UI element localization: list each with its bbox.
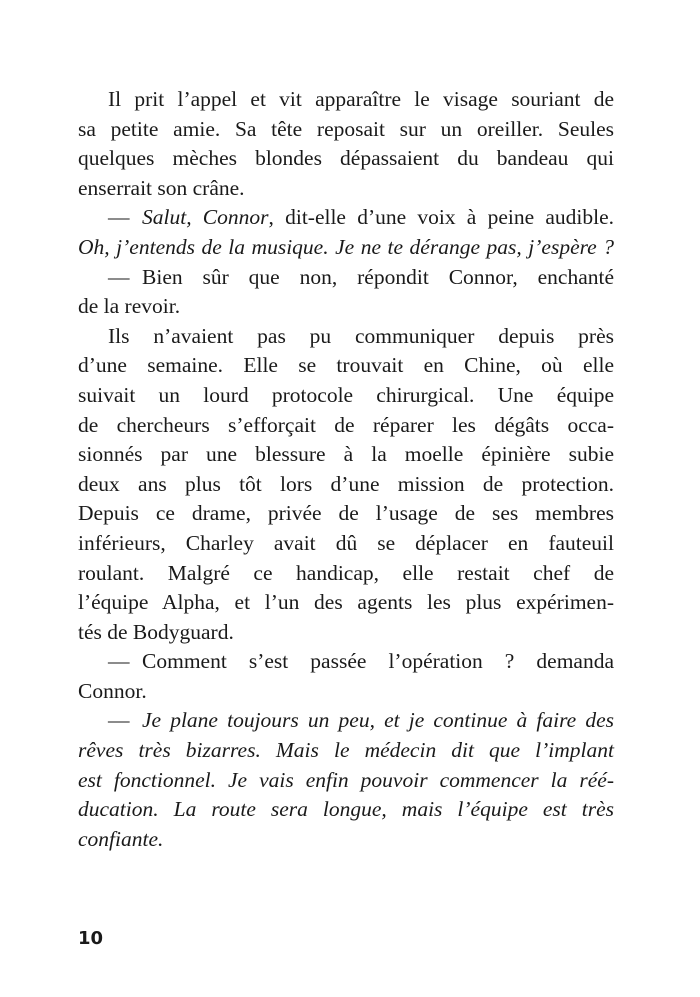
italic-speech: Salut, Connor [142,205,269,230]
text-line: Il prit l’appel et vit apparaître le visage souriant de [108,87,614,111]
italic-speech: Oh, j’entends de la musique. Je ne te dérange pas, j’espère ? [78,234,614,259]
text-line: inférieurs, Charley avait dû se déplacer en fauteuil [78,530,614,555]
dialogue-line [78,647,614,677]
text-line: sa petite amie. Sa tête reposait sur un oreiller. Seules [78,116,614,141]
dialogue-line [78,706,614,736]
text-line: Depuis ce drame, privée de l’usage de ses membres [78,501,614,526]
em-dash: — [108,264,130,289]
page-text [78,85,614,854]
page-number: 10 [78,928,104,949]
text-line: Ils n’avaient pas pu communiquer depuis près [108,323,614,348]
italic-speech: ducation. La route sera longue, mais l’équipe est très [78,797,614,822]
text-line: deux ans plus tôt lors d’une mission de protection. [78,471,614,496]
text-line: quelques mèches blondes dépassaient du bandeau qui [78,146,614,171]
narration: , dit-elle d’une voix à peine audible. [268,205,614,230]
em-dash: — [108,708,130,733]
text-line: roulant. Malgré ce handicap, elle restait chef de [78,560,614,585]
italic-speech: Je plane toujours un peu, et je continue à faire des [142,708,614,733]
dialogue-line [78,263,614,293]
text-line: tés de Bodyguard. [78,619,234,644]
text-line: de la revoir. [78,294,181,319]
text-line: sionnés par une blessure à la moelle épinière subie [78,442,614,467]
text-line: l’équipe Alpha, et l’un des agents les plus expérimen- [78,590,614,615]
dialogue-line [78,203,614,233]
em-dash: — [108,649,130,674]
text-line: enserrait son crâne. [78,175,245,200]
italic-speech: est fonctionnel. Je vais enfin pouvoir commencer la réé- [78,767,614,792]
text-line: de chercheurs s’efforçait de réparer les dégâts occa- [78,412,614,437]
speech: Bien sûr que non, répondit Connor, enchanté [142,264,614,289]
text-line: d’une semaine. Elle se trouvait en Chine, où elle [78,353,614,378]
em-dash: — [108,205,130,230]
speech: Comment s’est passée l’opération ? demanda [142,649,614,674]
text-line: suivait un lourd protocole chirurgical. Une équipe [78,382,614,407]
text-line: Connor. [78,678,147,703]
italic-speech: rêves très bizarres. Mais le médecin dit que l’implant [78,738,614,763]
italic-speech: confiante. [78,826,164,851]
